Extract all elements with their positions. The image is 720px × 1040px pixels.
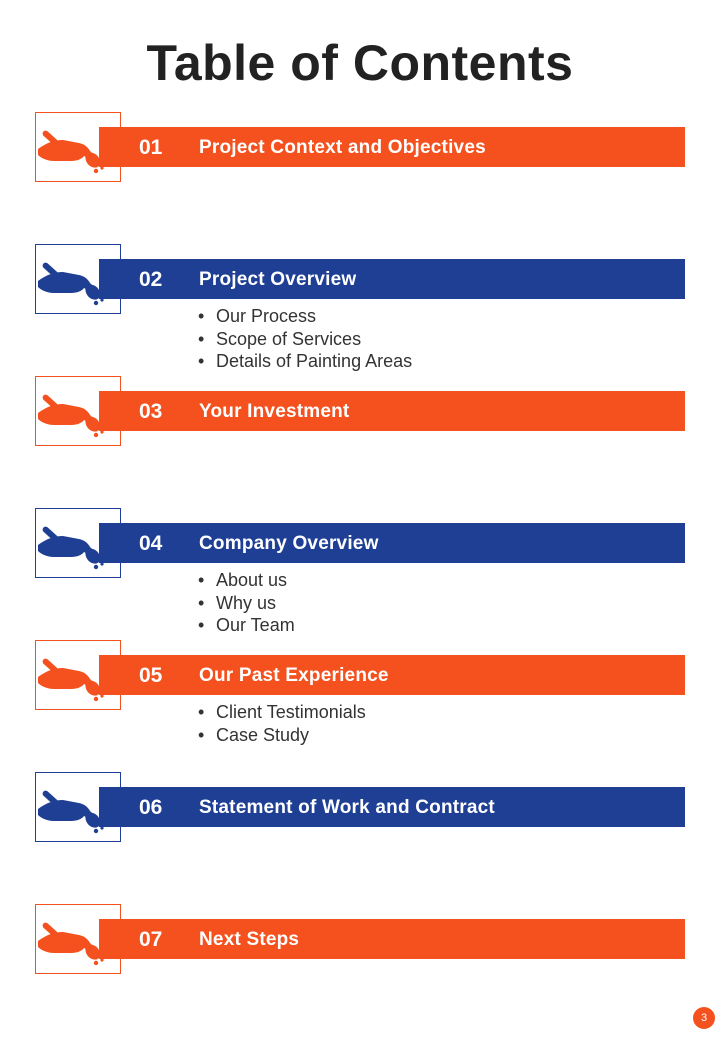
list-item: • Case Study xyxy=(198,724,310,745)
section-02-bullet-list xyxy=(198,305,412,373)
section-number: 07 xyxy=(139,928,163,951)
section-05-bullet-list xyxy=(198,701,366,746)
section-title: Next Steps xyxy=(199,929,300,950)
section-number: 01 xyxy=(139,136,163,159)
section-title: Our Past Experience xyxy=(199,665,389,686)
list-item: • Client Testimonials xyxy=(198,702,366,722)
section-bar xyxy=(99,787,685,827)
section-bar xyxy=(99,259,685,299)
list-item: • Our Process xyxy=(198,306,317,326)
section-number: 05 xyxy=(139,664,163,687)
section-title: Your Investment xyxy=(199,401,350,422)
section-bar xyxy=(99,127,685,167)
section-title: Project Context and Objectives xyxy=(199,137,486,158)
section-title: Statement of Work and Contract xyxy=(199,797,495,818)
section-number: 03 xyxy=(139,400,163,423)
list-item: • About us xyxy=(198,570,288,590)
list-item: • Why us xyxy=(198,592,277,613)
section-number: 04 xyxy=(139,532,163,555)
page-title: Table of Contents xyxy=(146,35,574,91)
toc-section-04[interactable] xyxy=(35,508,685,580)
toc-section-07[interactable] xyxy=(35,904,685,976)
list-item: • Scope of Services xyxy=(198,328,362,349)
section-title: Project Overview xyxy=(199,269,357,290)
section-title: Company Overview xyxy=(199,533,379,554)
toc-section-03[interactable] xyxy=(35,376,685,448)
section-04-bullet-list xyxy=(198,569,295,637)
section-bar xyxy=(99,391,685,431)
list-item: • Details of Painting Areas xyxy=(198,351,413,371)
section-bar xyxy=(99,655,685,695)
toc-section-01[interactable] xyxy=(35,112,685,184)
section-bar xyxy=(99,523,685,563)
toc-section-06[interactable] xyxy=(35,772,685,844)
list-item: • Our Team xyxy=(198,615,295,635)
section-bar xyxy=(99,919,685,959)
page-number-badge: 3 xyxy=(693,1007,715,1029)
section-number: 06 xyxy=(139,796,163,819)
section-number: 02 xyxy=(139,268,163,291)
